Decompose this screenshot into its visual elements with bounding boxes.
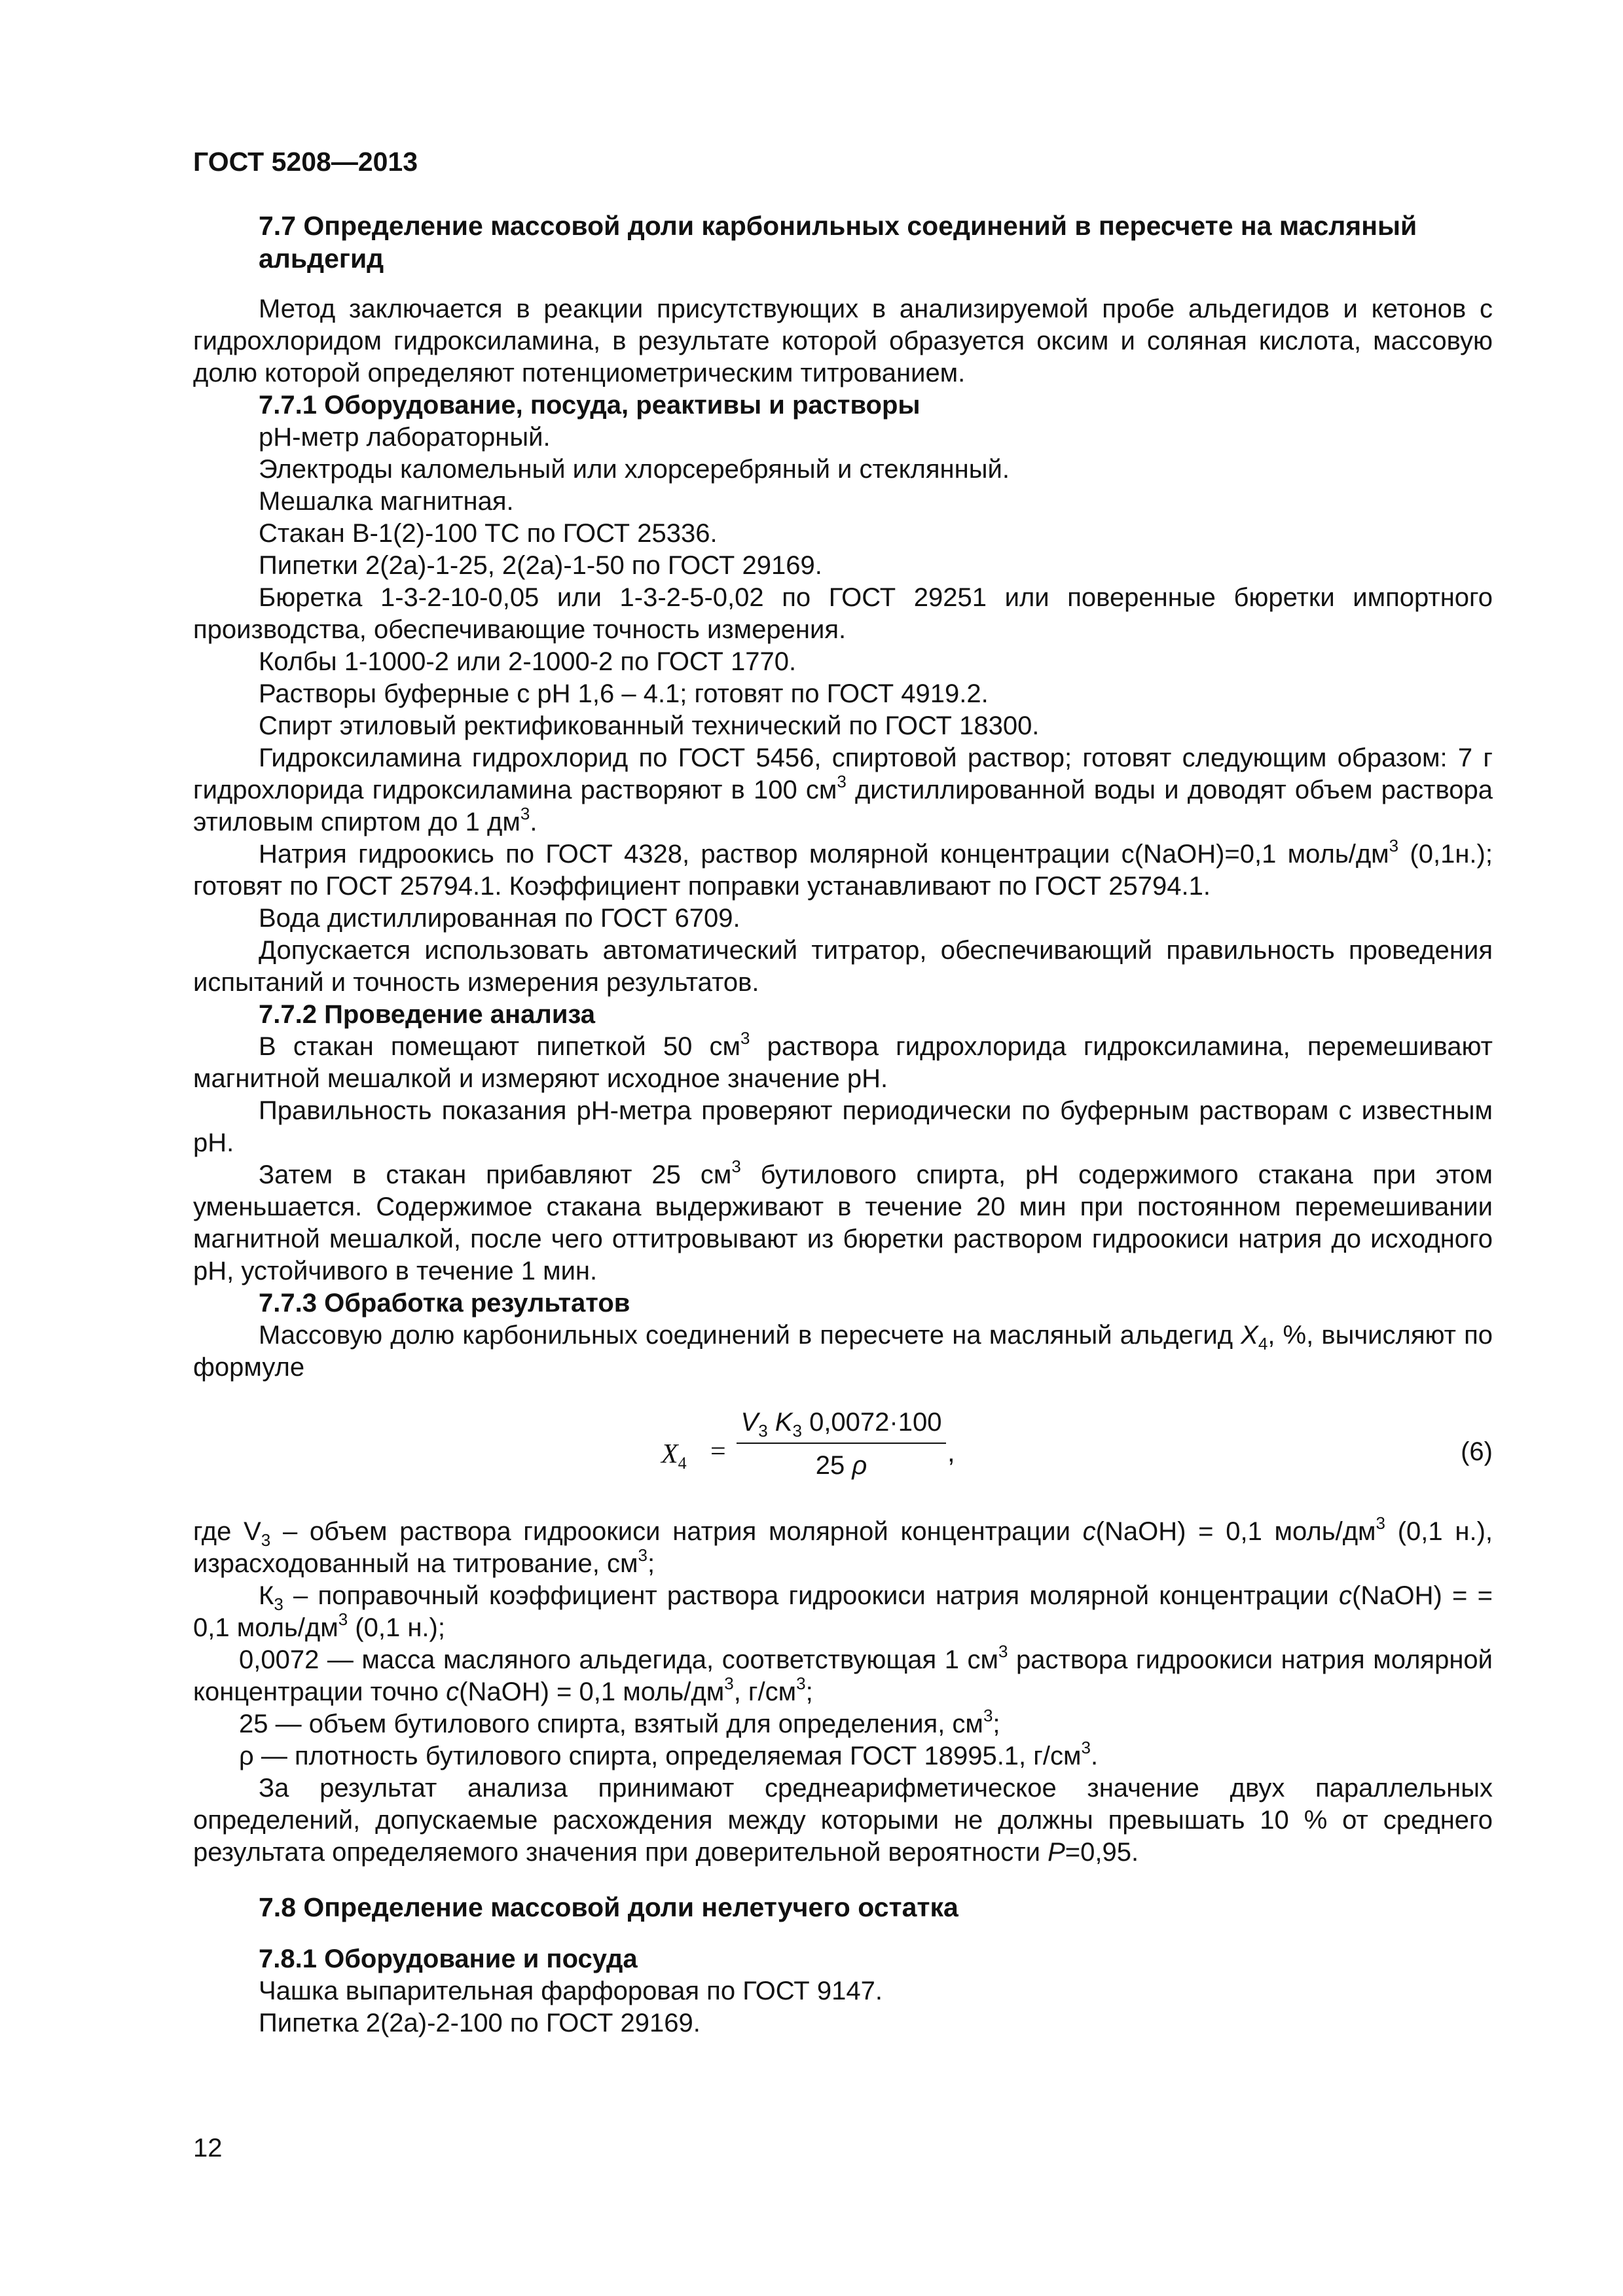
result-paragraph: За результат анализа принимают среднеарифметическое значение двух параллельных определений, допускаемые расхождения между которыми не должны превышать 10 % от среднего результата определяемого значения при доверительной вероятности P=0,95. (193, 1774, 1493, 1867)
formula-number: (6) (1461, 1437, 1493, 1466)
fraction-bar (737, 1443, 946, 1444)
formula-6 (193, 1405, 1493, 1509)
section-7-7-heading: 7.7 Определение массовой доли карбонильных соединений в пересчете на масляный альдегид (259, 211, 1417, 274)
formula-fraction (737, 1405, 946, 1483)
equipment-item: Пипетка 2(2а)-2-100 по ГОСТ 29169. (259, 2009, 701, 2037)
section-7-7-2-heading: 7.7.2 Проведение анализа (259, 1000, 596, 1029)
where-k3: $К_3$ – поправочный коэффициент раствора гидроокиси натрия молярной концентрации c(NaOH) = = 0,1 моль/$дм^3$ (0,1 н.); (193, 1581, 1493, 1642)
page-content (193, 145, 1493, 2039)
equipment-item: Бюретка 1-3-2-10-0,05 или 1-3-2-5-0,02 по ГОСТ 29251 или поверенные бюретки импортного производства, обеспечивающие точность измерения. (193, 583, 1493, 644)
calculation-intro: Массовую долю карбонильных соединений в пересчете на масляный альдегид $X_4$, %, вычисляют по формуле (193, 1321, 1493, 1382)
equipment-item: Растворы буферные с рН 1,6 – 4.1; готовят по ГОСТ 4919.2. (259, 679, 989, 708)
equipment-item: Стакан В-1(2)-100 ТС по ГОСТ 25336. (259, 519, 718, 548)
section-7-7-3-heading: 7.7.3 Обработка результатов (259, 1289, 630, 1318)
procedure-paragraph: Правильность показания рН-метра проверяют периодически по буферным растворам с известным рН. (193, 1096, 1493, 1157)
equipment-item: Мешалка магнитная. (259, 487, 514, 516)
equipment-item: Пипетки 2(2а)-1-25, 2(2а)-1-50 по ГОСТ 29169. (259, 551, 822, 580)
procedure-paragraph: В стакан помещают пипеткой 50 $см^3$ раствора гидрохлорида гидроксиламина, перемешивают магнитной мешалкой и измеряют исходное значение рН. (193, 1028, 1493, 1093)
naoh-reagent: Натрия гидроокись по ГОСТ 4328, раствор молярной концентрации c(NaOH)=0,1 моль/$дм^3$ (0,1н.); готовят по ГОСТ 25794.1. Коэффициент поправки устанавливают по ГОСТ 25794.1. (193, 836, 1493, 901)
equipment-item: Спирт этиловый ректификованный технический по ГОСТ 18300. (259, 711, 1040, 740)
water-reagent: Вода дистиллированная по ГОСТ 6709. (259, 904, 740, 933)
formula-denominator: 25 ρ (815, 1451, 867, 1480)
equipment-item: Чашка выпарительная фарфоровая по ГОСТ 9147. (259, 1977, 883, 2005)
formula-numerator: $V_3$ $K_3$ 0,0072·100 (740, 1408, 942, 1441)
where-25: 25 — объем бутилового спирта, взятый для определения, $см^3$; (239, 1706, 1000, 1738)
equipment-item: Колбы 1-1000-2 или 2-1000-2 по ГОСТ 1770. (259, 647, 797, 676)
section-7-8-1-heading: 7.8.1 Оборудование и посуда (259, 1945, 638, 1973)
section-7-7-intro: Метод заключается в реакции присутствующих в анализируемой пробе альдегидов и кетонов с гидрохлоридом гидроксиламина, в результате которой образуется оксим и соляная кислота, массовую долю которой определяют потенциометрическим титрованием. (193, 295, 1493, 387)
where-rho: ρ — плотность бутилового спирта, определяемая ГОСТ 18995.1, $г/см^3$. (239, 1738, 1099, 1770)
where-v3: где $V_3$ – объем раствора гидроокиси натрия молярной концентрации c(NaOH) = 0,1 моль/$дм^3$ (0,1 н.), израсходованный на титрование, $см^3$; (193, 1513, 1493, 1578)
procedure-paragraph: Затем в стакан прибавляют 25 $см^3$ бутилового спирта, рН содержимого стакана при этом уменьшается. Содержимое стакана выдерживают в течение 20 мин при постоянном перемешивании магнитной мешалкой, после чего оттитровывают из бюретки раствором гидроокиси натрия до исходного рН, устойчивого в течение 1 мин. (193, 1157, 1493, 1285)
page-number: 12 (193, 2134, 223, 2162)
equipment-item: рН-метр лабораторный. (259, 423, 551, 452)
formula-comma: , (947, 1437, 955, 1467)
section-7-7-1-heading: 7.7.1 Оборудование, посуда, реактивы и растворы (259, 391, 921, 420)
document-id: ГОСТ 5208—2013 (193, 147, 418, 177)
section-7-8-heading: 7.8 Определение массовой доли нелетучего остатка (259, 1892, 958, 1922)
auto-titrator-note: Допускается использовать автоматический титратор, обеспечивающий правильность проведения испытаний и точность измерения результатов. (193, 936, 1493, 997)
formula-lhs: $X_4$ (661, 1439, 687, 1473)
where-0-0072: 0,0072 — масса масляного альдегида, соответствующая 1 $см^3$ раствора гидроокиси натрия молярной концентрации точно c(NaOH) = 0,1 моль/$дм^3$, $г/см^3$; (193, 1641, 1493, 1706)
formula-equals: = (710, 1437, 726, 1467)
equipment-item: Электроды каломельный или хлорсеребряный и стеклянный. (259, 455, 1010, 484)
hydroxylamine-reagent: Гидроксиламина гидрохлорид по ГОСТ 5456, спиртовой раствор; готовят следующим образом: 7 г гидрохлорида гидроксиламина растворяют в 100 $см^3$ дистиллированной воды и доводят объем раствора этиловым спиртом до 1 $дм^3$. (193, 744, 1493, 836)
